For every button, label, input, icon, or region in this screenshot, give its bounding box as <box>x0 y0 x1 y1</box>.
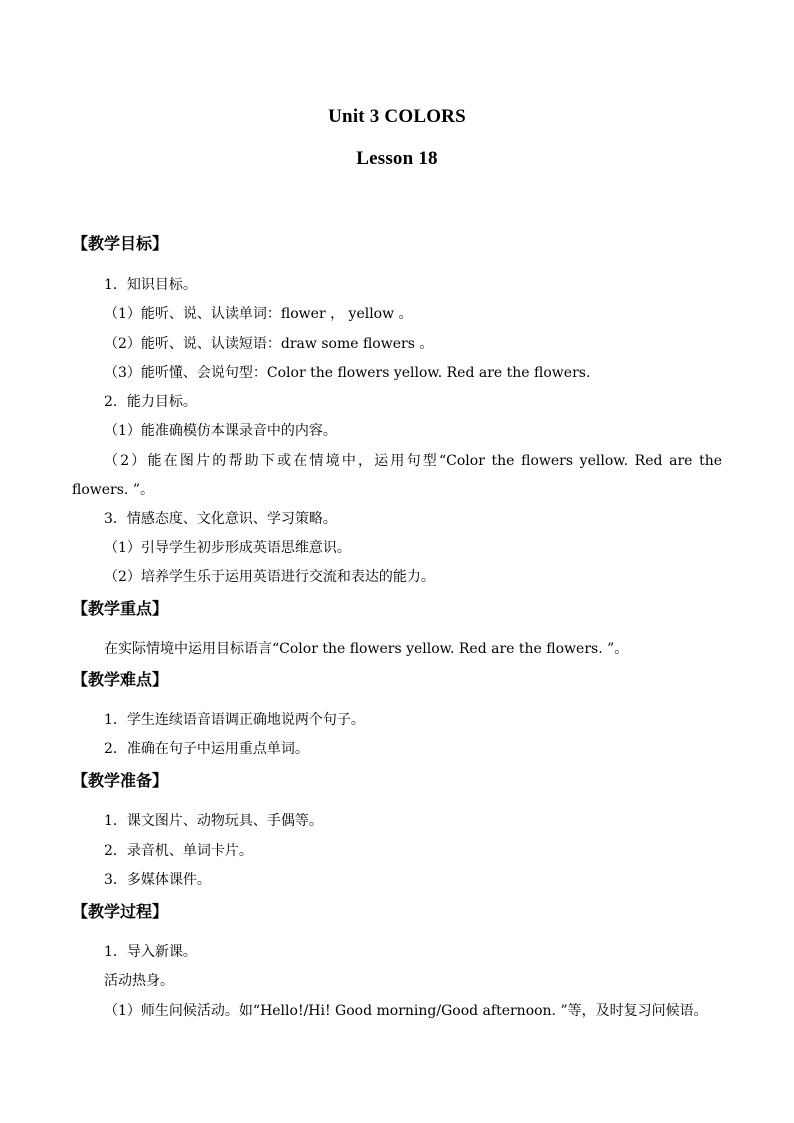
process-line: （1）师生问候活动。如“Hello!/Hi! Good morning/Good afternoon. ”等，及时复习问候语。 <box>104 1003 708 1019</box>
objective-line: （3）能听懂、会说句型：Color the flowers yellow. Red are the flowers. <box>104 365 591 381</box>
process-line: 1．导入新课。 <box>104 944 197 960</box>
objective-line: （2）能听、说、认读短语：draw some flowers 。 <box>104 336 434 352</box>
section-heading-objectives: 【教学目标】 <box>72 234 169 253</box>
key-point-line: 在实际情境中运用目标语言“Color the flowers yellow. Red are the flowers. ”。 <box>104 641 629 657</box>
process-line: 活动热身。 <box>104 973 174 989</box>
difficulty-line: 1．学生连续语音语调正确地说两个句子。 <box>104 712 365 728</box>
objective-line: 2．能力目标。 <box>104 394 197 410</box>
objective-line: （2）培养学生乐于运用英语进行交流和表达的能力。 <box>104 569 435 585</box>
section-heading-preparation: 【教学准备】 <box>72 771 169 790</box>
preparation-line: 3．多媒体课件。 <box>104 872 211 888</box>
section-heading-process: 【教学过程】 <box>72 902 169 921</box>
section-heading-key-points: 【教学重点】 <box>72 599 169 618</box>
objective-line: （1）能准确模仿本课录音中的内容。 <box>104 423 337 439</box>
lesson-subtitle: Lesson 18 <box>356 148 438 169</box>
objective-line: （1）能听、说、认读单词：flower ， yellow 。 <box>104 306 413 322</box>
preparation-line: 1．课文图片、动物玩具、手偶等。 <box>104 813 323 829</box>
objective-line-continuation: flowers. ”。 <box>72 482 154 498</box>
objective-line: 3．情感态度、文化意识、学习策略。 <box>104 511 337 527</box>
preparation-line: 2．录音机、单词卡片。 <box>104 843 253 859</box>
objective-line: （1）引导学生初步形成英语思维意识。 <box>104 540 351 556</box>
difficulty-line: 2．准确在句子中运用重点单词。 <box>104 741 309 757</box>
objective-line: （2）能在图片的帮助下或在情境中，运用句型“Color the flowers yellow. Red are the <box>104 453 722 469</box>
section-heading-difficulties: 【教学难点】 <box>72 670 169 689</box>
document-title: Unit 3 COLORS <box>328 106 466 127</box>
objective-line: 1．知识目标。 <box>104 277 197 293</box>
